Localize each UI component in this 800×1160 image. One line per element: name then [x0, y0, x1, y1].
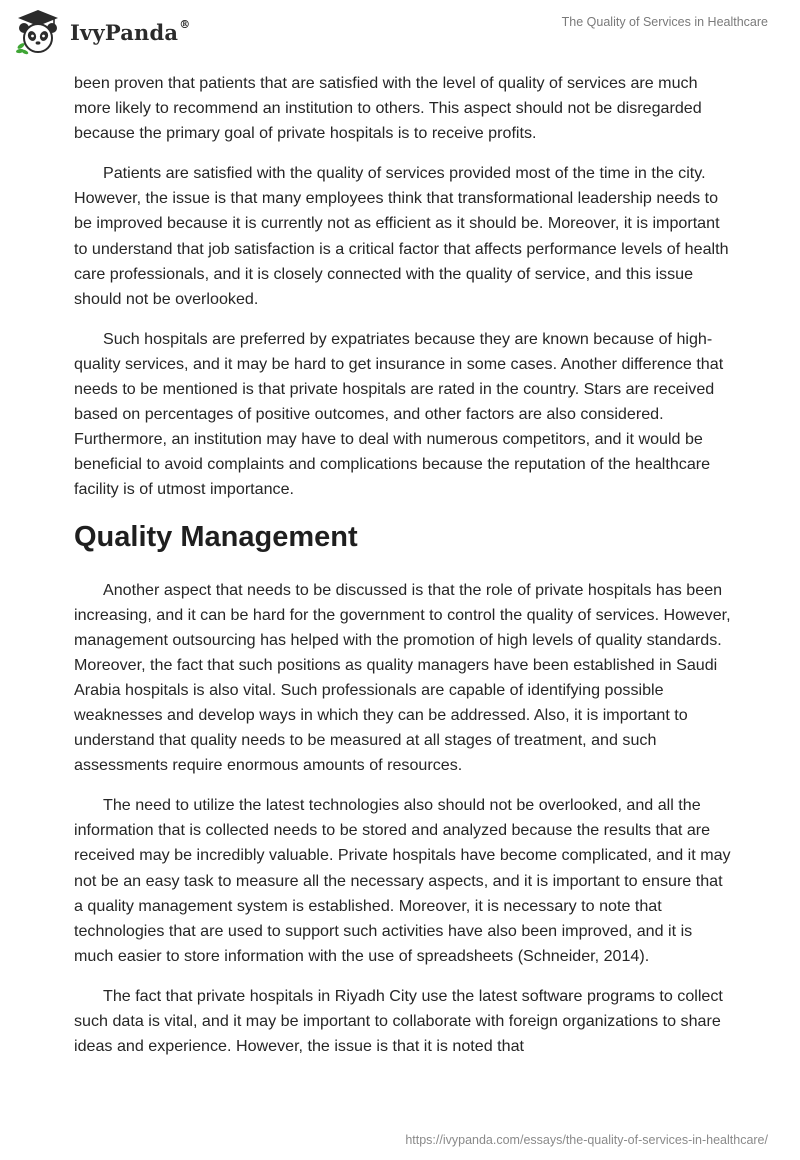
logo-wordmark: IvyPanda®: [70, 17, 191, 45]
registered-mark: ®: [179, 17, 191, 31]
paragraph: The fact that private hospitals in Riyadh City use the latest software programs to collect such data is vital, and it may be important to collaborate with foreign organizations to share ideas and experience. However, the issue is that it is noted that: [74, 986, 723, 1056]
document-title: The Quality of Services in Healthcare: [561, 15, 768, 29]
paragraph: been proven that patients that are satisfied with the level of quality of services are much more likely to recommend an institution to others. This aspect should not be disregarded because the primary goal of private hospitals is to receive profits.: [74, 74, 702, 143]
section-heading: Quality Management: [74, 520, 358, 553]
paragraph: Such hospitals are preferred by expatriates because they are known because of high-quality services, and it may be hard to get insurance in some cases. Another difference that needs to be mentioned is that private hospitals are rated in the country. Stars are received based on percentages of positive outcomes, and other factors are also considered. Furthermore, an institution may have to deal with numerous competitors, and it would be beneficial to avoid complaints and complications because the reputation of the healthcare facility is of utmost importance.: [74, 329, 724, 499]
paragraph: The need to utilize the latest technologies also should not be overlooked, and all the information that is collected needs to be stored and analyzed because the results that are received may be incredibly valuable. Private hospitals have become complicated, and it may not be an easy task to measure all the necessary aspects, and it is important to ensure that a quality management system is established. Moreover, it is necessary to note that technologies that are used to support such activities have also been improved, and it is much easier to store information with the use of spreadsheets (Schneider, 2014).: [74, 796, 731, 965]
panda-logo-icon: [14, 8, 62, 56]
page-header: [0, 0, 800, 60]
source-url: https://ivypanda.com/essays/the-quality-of-services-in-healthcare/: [405, 1133, 768, 1147]
paragraph: Patients are satisfied with the quality of services provided most of the time in the city. However, the issue is that many employees think that transformational leadership needs to be improved because it is currently not as efficient as it should be. Moreover, it is important to understand that job satisfaction is a critical factor that affects performance levels of health care professionals, and it is closely connected with the quality of service, and this issue should not be overlooked.: [74, 164, 729, 308]
paragraph: Another aspect that needs to be discussed is that the role of private hospitals has been increasing, and it can be hard for the government to control the quality of services. However, management outsourcing has helped with the promotion of high levels of quality standards. Moreover, the fact that such positions as quality managers have been established in Saudi Arabia hospitals is also vital. Such professionals are capable of identifying possible weaknesses and develop ways in which they can be addressed. Also, it is important to understand that quality needs to be measured at all stages of treatment, and such assessments require enormous amounts of resources.: [74, 580, 731, 775]
essay-body: [74, 71, 734, 1074]
ivypanda-logo-link[interactable]: [14, 8, 190, 56]
